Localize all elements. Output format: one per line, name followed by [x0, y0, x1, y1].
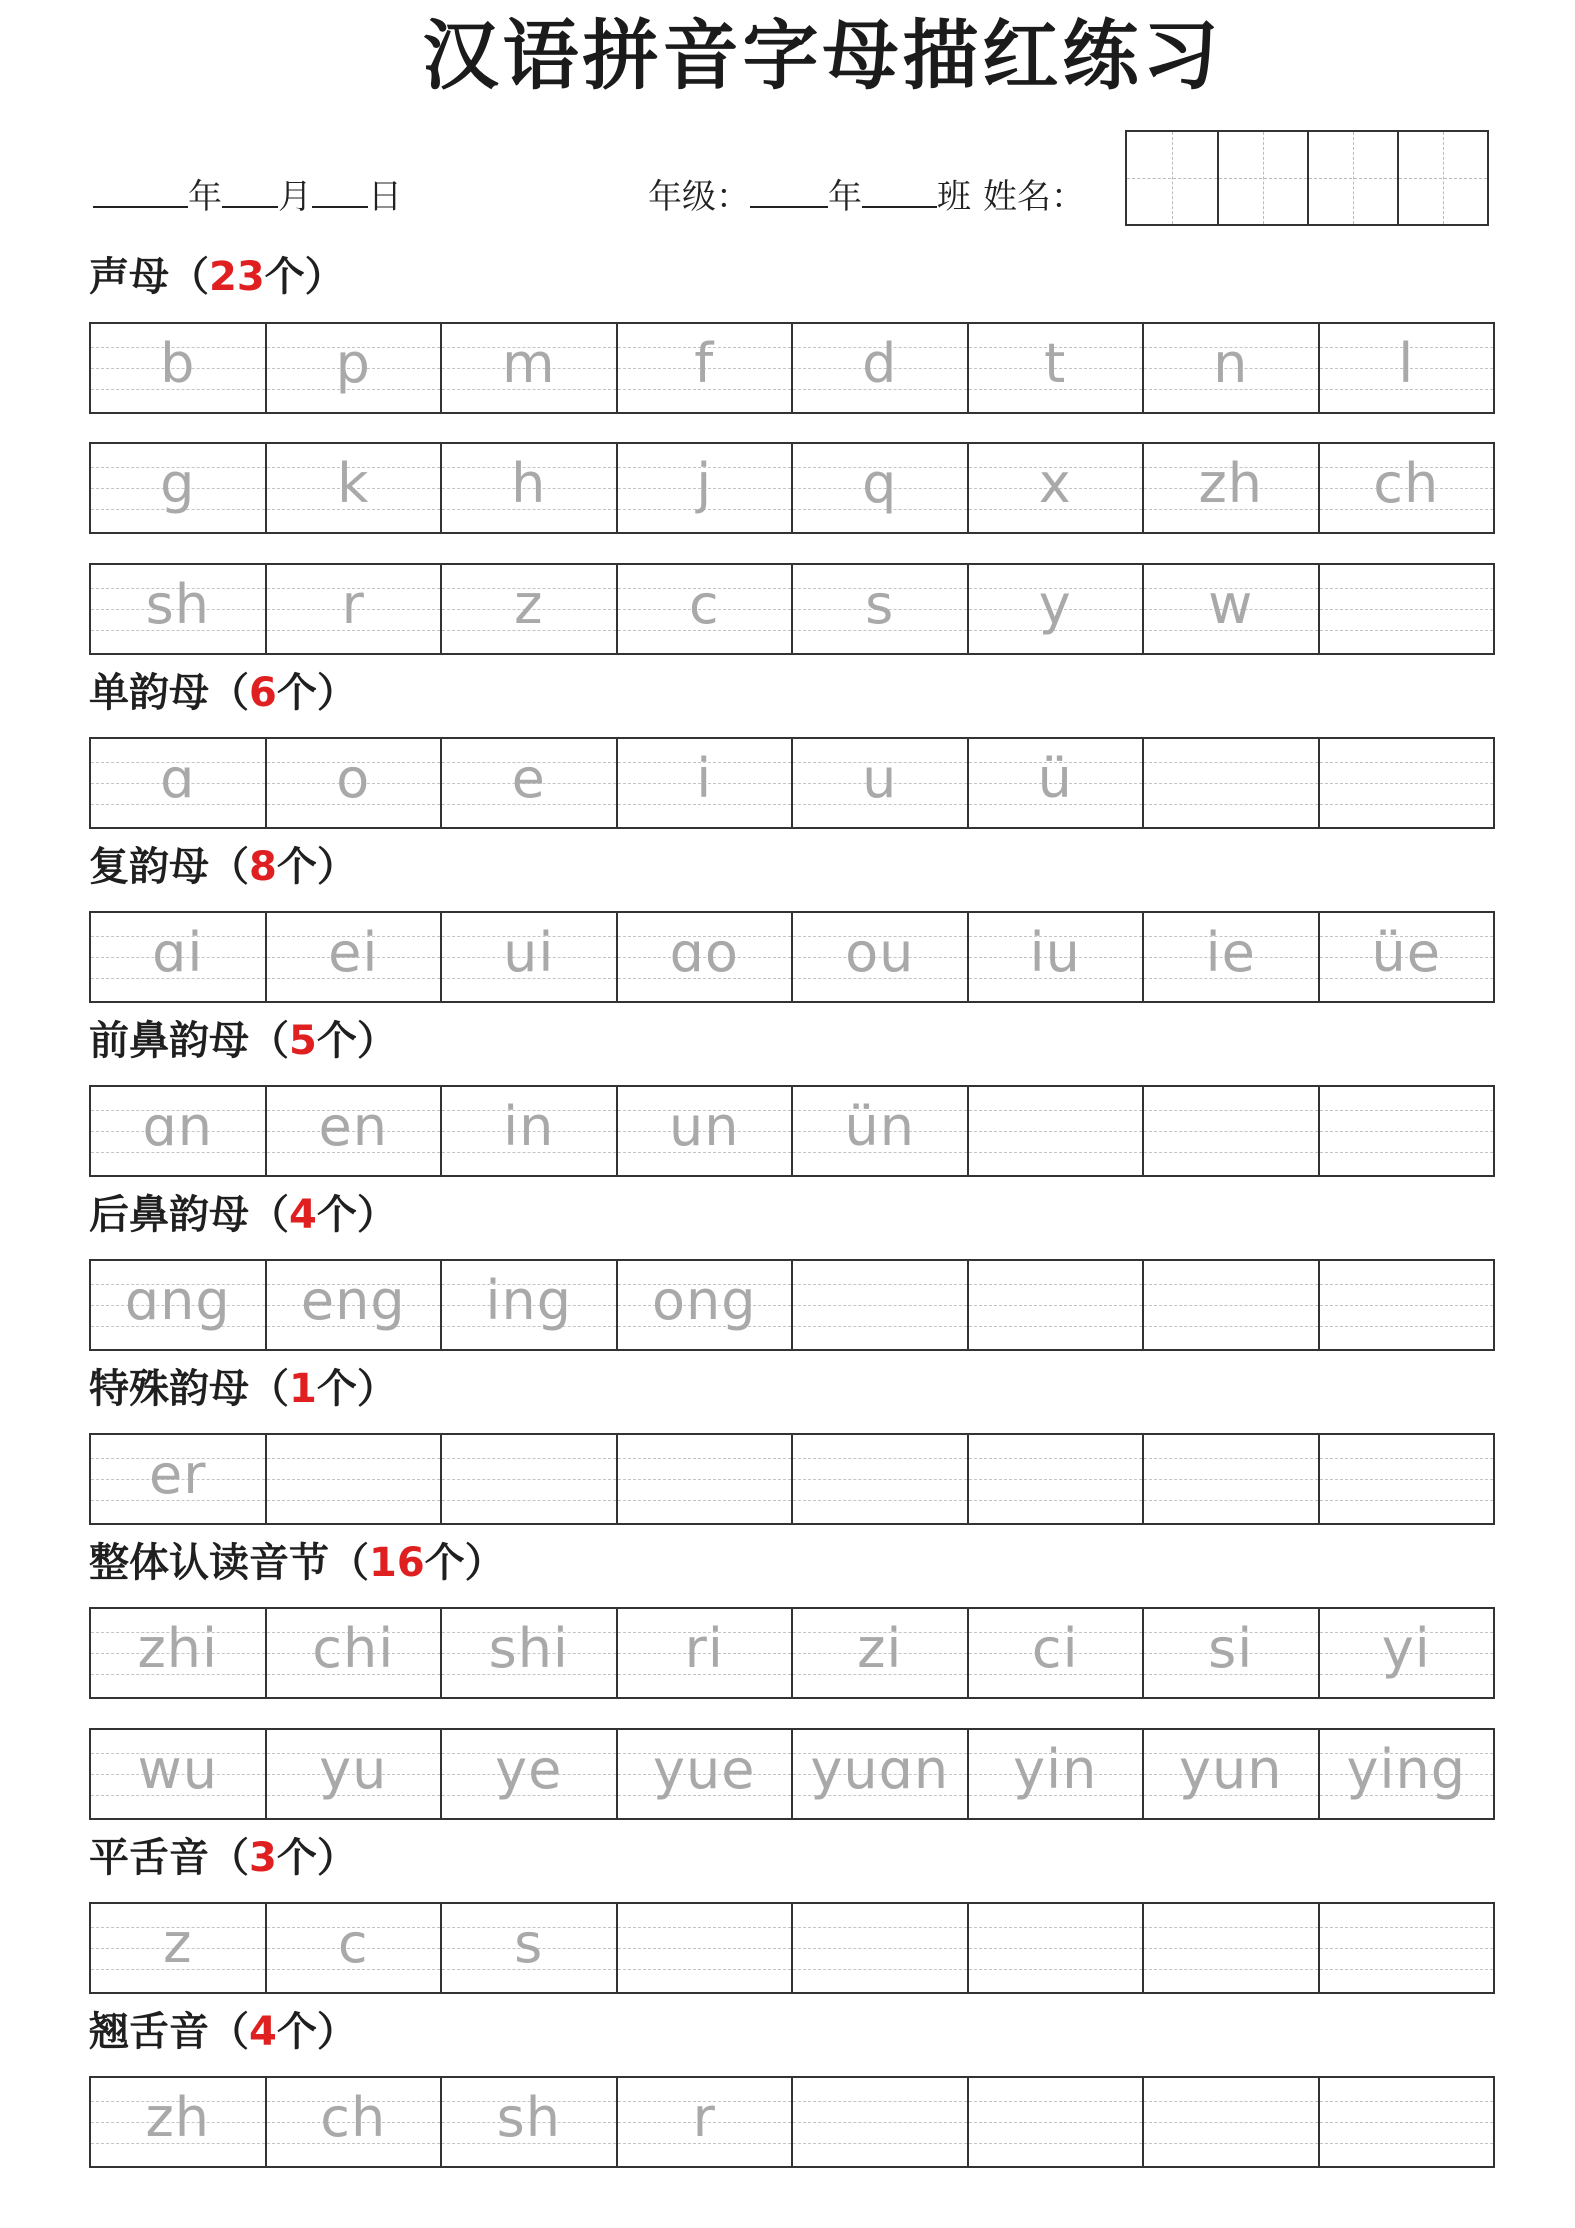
section-title — [89, 1364, 397, 1414]
count-unit: 个 — [424, 1540, 465, 1586]
tracing-row — [89, 2076, 1495, 2168]
tracing-cell[interactable] — [1318, 1087, 1494, 1175]
tracing-cell[interactable] — [967, 1730, 1143, 1818]
tracing-cell[interactable] — [616, 913, 792, 1001]
tracing-row — [89, 737, 1495, 829]
close-paren: ） — [464, 1540, 505, 1586]
section-count: 3 — [249, 1835, 277, 1881]
tracing-cell[interactable] — [1142, 1730, 1318, 1818]
tracing-row — [89, 1085, 1495, 1177]
tracing-cell[interactable] — [91, 565, 265, 653]
tracing-cell[interactable] — [1318, 1261, 1494, 1349]
tracing-cell[interactable] — [265, 2078, 441, 2166]
trace-letter: h — [511, 452, 547, 515]
trace-letter: i — [696, 747, 713, 810]
trace-letter — [969, 2078, 1143, 2166]
tracing-cell[interactable] — [91, 324, 265, 412]
tracing-cell[interactable] — [265, 324, 441, 412]
trace-letter: sh — [496, 2086, 561, 2149]
section-name: 翘舌音 — [89, 2009, 209, 2055]
trace-letter: e — [511, 747, 546, 810]
trace-letter — [1320, 1435, 1494, 1523]
section-title — [89, 1016, 397, 1066]
tracing-cell[interactable] — [91, 1435, 265, 1523]
tracing-cell[interactable] — [1318, 913, 1494, 1001]
class-label: 班 — [937, 177, 971, 217]
tracing-cell[interactable] — [91, 1904, 265, 1992]
tracing-cell[interactable] — [91, 444, 265, 532]
trace-letter: ing — [485, 1269, 572, 1332]
tracing-cell[interactable] — [440, 913, 616, 1001]
section-title — [89, 252, 345, 302]
open-paren: （ — [209, 2009, 249, 2055]
trace-letter: r — [692, 2086, 716, 2149]
trace-letter: zhi — [137, 1617, 219, 1680]
trace-letter: ɑn — [142, 1095, 213, 1158]
trace-letter — [618, 1435, 792, 1523]
trace-letter: er — [149, 1443, 207, 1506]
tracing-cell[interactable] — [791, 1261, 967, 1349]
month-blank[interactable] — [222, 176, 278, 208]
tracing-cell[interactable] — [1142, 1087, 1318, 1175]
tracing-cell[interactable] — [91, 739, 265, 827]
trace-letter: ye — [495, 1738, 563, 1801]
tracing-cell[interactable] — [440, 1904, 616, 1992]
trace-letter: z — [514, 573, 544, 636]
trace-letter: y — [1038, 573, 1072, 636]
tracing-row — [89, 1607, 1495, 1699]
section-count: 6 — [249, 670, 277, 716]
trace-letter: m — [501, 332, 556, 395]
tracing-cell[interactable] — [791, 565, 967, 653]
tracing-cell[interactable] — [265, 1087, 441, 1175]
tracing-cell[interactable] — [91, 1609, 265, 1697]
section-title — [89, 842, 357, 892]
trace-letter: ei — [328, 921, 379, 984]
trace-letter — [618, 1904, 792, 1992]
open-paren: （ — [249, 1366, 289, 1412]
trace-letter — [1144, 739, 1318, 827]
section-count: 16 — [369, 1540, 425, 1586]
trace-letter — [1144, 2078, 1318, 2166]
tracing-cell[interactable] — [1142, 1904, 1318, 1992]
trace-letter — [969, 1087, 1143, 1175]
trace-letter: ie — [1205, 921, 1256, 984]
tracing-cell[interactable] — [616, 444, 792, 532]
tracing-cell[interactable] — [616, 1730, 792, 1818]
trace-letter: ɑo — [669, 921, 739, 984]
count-unit: 个 — [316, 1018, 357, 1064]
section-name: 整体认读音节 — [89, 1540, 329, 1586]
tracing-cell[interactable] — [967, 1609, 1143, 1697]
trace-letter: yin — [1013, 1738, 1098, 1801]
trace-letter: c — [688, 573, 720, 636]
trace-letter: yun — [1179, 1738, 1283, 1801]
grade-year-label: 年 — [828, 177, 862, 217]
trace-letter: ong — [651, 1269, 757, 1332]
tracing-cell[interactable] — [265, 565, 441, 653]
trace-letter: w — [1208, 573, 1254, 636]
count-unit: 个 — [264, 254, 305, 300]
trace-letter: p — [335, 332, 371, 395]
trace-letter — [1320, 1087, 1494, 1175]
name-cell[interactable] — [1397, 132, 1487, 224]
section-title — [89, 2007, 357, 2057]
tracing-cell[interactable] — [1142, 1261, 1318, 1349]
tracing-row — [89, 322, 1495, 414]
trace-letter: z — [163, 1912, 193, 1975]
tracing-cell[interactable] — [1142, 739, 1318, 827]
trace-letter: ɑi — [152, 921, 204, 984]
tracing-cell[interactable] — [440, 739, 616, 827]
tracing-cell[interactable] — [967, 1435, 1143, 1523]
trace-letter: yu — [319, 1738, 388, 1801]
tracing-cell[interactable] — [265, 1730, 441, 1818]
count-unit: 个 — [276, 1835, 317, 1881]
trace-letter: yue — [653, 1738, 756, 1801]
day-blank[interactable] — [312, 176, 368, 208]
class-blank[interactable] — [862, 176, 937, 208]
tracing-cell[interactable] — [1318, 1609, 1494, 1697]
section-name: 声母 — [89, 254, 169, 300]
open-paren: （ — [249, 1018, 289, 1064]
tracing-cell[interactable] — [1142, 2078, 1318, 2166]
tracing-cell[interactable] — [440, 1087, 616, 1175]
trace-letter: s — [865, 573, 895, 636]
count-unit: 个 — [316, 1366, 357, 1412]
tracing-cell[interactable] — [967, 1087, 1143, 1175]
trace-letter: wu — [137, 1738, 218, 1801]
trace-letter: o — [336, 747, 371, 810]
tracing-cell[interactable] — [440, 444, 616, 532]
trace-letter: u — [862, 747, 898, 810]
tracing-cell[interactable] — [1142, 444, 1318, 532]
trace-letter — [1320, 739, 1494, 827]
day-label: 日 — [368, 177, 402, 217]
tracing-cell[interactable] — [616, 739, 792, 827]
trace-letter — [1320, 1904, 1494, 1992]
tracing-row — [89, 1433, 1495, 1525]
close-paren: ） — [316, 844, 357, 890]
tracing-cell[interactable] — [440, 1730, 616, 1818]
tracing-cell[interactable] — [791, 739, 967, 827]
trace-letter: k — [337, 452, 370, 515]
trace-letter: ying — [1346, 1738, 1466, 1801]
tracing-cell[interactable] — [967, 444, 1143, 532]
tracing-cell[interactable] — [616, 565, 792, 653]
tracing-cell[interactable] — [616, 2078, 792, 2166]
trace-letter — [793, 1261, 967, 1349]
tracing-cell[interactable] — [1318, 739, 1494, 827]
year-blank[interactable] — [93, 176, 188, 208]
trace-letter: x — [1038, 452, 1072, 515]
tracing-cell[interactable] — [1142, 324, 1318, 412]
tracing-cell[interactable] — [1318, 324, 1494, 412]
tracing-cell[interactable] — [616, 1261, 792, 1349]
trace-letter: ü — [1037, 747, 1073, 810]
grade-blank[interactable] — [750, 176, 828, 208]
trace-letter: zh — [1198, 452, 1264, 515]
tracing-cell[interactable] — [91, 913, 265, 1001]
tracing-cell[interactable] — [265, 1435, 441, 1523]
name-cell[interactable] — [1217, 132, 1307, 224]
open-paren: （ — [249, 1192, 289, 1238]
tracing-cell[interactable] — [791, 444, 967, 532]
section-name: 特殊韵母 — [89, 1366, 249, 1412]
trace-letter: r — [341, 573, 365, 636]
trace-letter: j — [696, 452, 713, 515]
trace-letter — [969, 1904, 1143, 1992]
section-count: 4 — [249, 2009, 277, 2055]
tracing-row — [89, 911, 1495, 1003]
tracing-cell[interactable] — [440, 1435, 616, 1523]
open-paren: （ — [209, 1835, 249, 1881]
trace-letter: ɑng — [124, 1269, 231, 1332]
trace-letter: si — [1208, 1617, 1254, 1680]
trace-letter: t — [1044, 332, 1067, 395]
section-count: 1 — [289, 1366, 317, 1412]
tracing-cell[interactable] — [616, 1087, 792, 1175]
tracing-cell[interactable] — [1318, 2078, 1494, 2166]
close-paren: ） — [316, 670, 357, 716]
section-name: 平舌音 — [89, 1835, 209, 1881]
tracing-cell[interactable] — [440, 2078, 616, 2166]
trace-letter — [1144, 1904, 1318, 1992]
open-paren: （ — [209, 670, 249, 716]
tracing-cell[interactable] — [791, 1087, 967, 1175]
date-line — [93, 176, 402, 217]
tracing-cell[interactable] — [616, 1435, 792, 1523]
open-paren: （ — [329, 1540, 369, 1586]
grade-label: 年级： — [648, 177, 750, 217]
tracing-cell[interactable] — [791, 913, 967, 1001]
section-count: 23 — [209, 254, 265, 300]
tracing-cell[interactable] — [967, 2078, 1143, 2166]
section-title — [89, 1538, 505, 1588]
tracing-cell[interactable] — [91, 1730, 265, 1818]
tracing-cell[interactable] — [1142, 913, 1318, 1001]
open-paren: （ — [209, 844, 249, 890]
close-paren: ） — [356, 1018, 397, 1064]
tracing-cell[interactable] — [1318, 565, 1494, 653]
tracing-cell[interactable] — [967, 913, 1143, 1001]
trace-letter — [969, 1435, 1143, 1523]
trace-letter: iu — [1029, 921, 1081, 984]
count-unit: 个 — [316, 1192, 357, 1238]
name-cell[interactable] — [1127, 132, 1217, 224]
tracing-cell[interactable] — [1318, 444, 1494, 532]
trace-letter: zi — [857, 1617, 903, 1680]
tracing-cell[interactable] — [967, 1261, 1143, 1349]
trace-letter: q — [862, 452, 898, 515]
trace-letter: en — [318, 1095, 388, 1158]
section-count: 8 — [249, 844, 277, 890]
name-label: 姓名： — [983, 177, 1085, 217]
tracing-cell[interactable] — [791, 1904, 967, 1992]
trace-letter — [1144, 1087, 1318, 1175]
tracing-cell[interactable] — [967, 739, 1143, 827]
tracing-cell[interactable] — [967, 1904, 1143, 1992]
trace-letter — [1320, 565, 1494, 653]
trace-letter: shi — [488, 1617, 569, 1680]
trace-letter — [1320, 2078, 1494, 2166]
trace-letter: s — [514, 1912, 544, 1975]
tracing-cell[interactable] — [265, 1904, 441, 1992]
trace-letter: ui — [503, 921, 555, 984]
tracing-cell[interactable] — [91, 1087, 265, 1175]
section-title — [89, 668, 357, 718]
trace-letter: n — [1213, 332, 1249, 395]
open-paren: （ — [169, 254, 209, 300]
trace-letter: d — [862, 332, 898, 395]
tracing-row — [89, 1259, 1495, 1351]
trace-letter: zh — [145, 2086, 211, 2149]
tracing-cell[interactable] — [1142, 1435, 1318, 1523]
trace-letter: chi — [312, 1617, 395, 1680]
month-label: 月 — [278, 177, 312, 217]
tracing-cell[interactable] — [1142, 1609, 1318, 1697]
tracing-cell[interactable] — [440, 324, 616, 412]
trace-letter: b — [160, 332, 196, 395]
tracing-cell[interactable] — [616, 1904, 792, 1992]
tracing-cell[interactable] — [1318, 1435, 1494, 1523]
trace-letter: in — [503, 1095, 555, 1158]
tracing-row — [89, 1728, 1495, 1820]
trace-letter — [969, 1261, 1143, 1349]
section-title — [89, 1833, 357, 1883]
trace-letter: ri — [684, 1617, 724, 1680]
tracing-cell[interactable] — [91, 2078, 265, 2166]
tracing-cell[interactable] — [967, 324, 1143, 412]
section-count: 4 — [289, 1192, 317, 1238]
tracing-cell[interactable] — [265, 1261, 441, 1349]
tracing-cell[interactable] — [616, 324, 792, 412]
trace-letter: ch — [320, 2086, 387, 2149]
tracing-cell[interactable] — [265, 1609, 441, 1697]
trace-letter — [442, 1435, 616, 1523]
tracing-cell[interactable] — [1318, 1904, 1494, 1992]
tracing-cell[interactable] — [440, 1609, 616, 1697]
year-label: 年 — [188, 177, 222, 217]
trace-letter: eng — [300, 1269, 406, 1332]
trace-letter: l — [1398, 332, 1415, 395]
name-cell[interactable] — [1307, 132, 1397, 224]
tracing-cell[interactable] — [791, 1730, 967, 1818]
name-writing-box[interactable] — [1125, 130, 1489, 226]
tracing-row — [89, 442, 1495, 534]
tracing-row — [89, 1902, 1495, 1994]
trace-letter: yuɑn — [810, 1738, 950, 1801]
section-count: 5 — [289, 1018, 317, 1064]
trace-letter: un — [669, 1095, 740, 1158]
section-name: 复韵母 — [89, 844, 209, 890]
trace-letter — [793, 2078, 967, 2166]
trace-letter: yi — [1381, 1617, 1431, 1680]
tracing-cell[interactable] — [791, 324, 967, 412]
trace-letter — [1144, 1435, 1318, 1523]
trace-letter — [793, 1435, 967, 1523]
trace-letter: f — [694, 332, 715, 395]
tracing-row — [89, 563, 1495, 655]
tracing-cell[interactable] — [616, 1609, 792, 1697]
trace-letter — [1320, 1261, 1494, 1349]
close-paren: ） — [356, 1192, 397, 1238]
close-paren: ） — [304, 254, 345, 300]
student-info-line — [648, 176, 1085, 217]
tracing-cell[interactable] — [91, 1261, 265, 1349]
section-name: 前鼻韵母 — [89, 1018, 249, 1064]
trace-letter: ou — [845, 921, 915, 984]
trace-letter: üe — [1371, 921, 1441, 984]
trace-letter: ɑ — [160, 747, 196, 810]
trace-letter — [793, 1904, 967, 1992]
trace-letter: c — [337, 1912, 369, 1975]
tracing-cell[interactable] — [440, 565, 616, 653]
section-name: 后鼻韵母 — [89, 1192, 249, 1238]
tracing-cell[interactable] — [967, 565, 1143, 653]
tracing-cell[interactable] — [440, 1261, 616, 1349]
tracing-cell[interactable] — [791, 1435, 967, 1523]
trace-letter: ci — [1031, 1617, 1079, 1680]
tracing-cell[interactable] — [265, 739, 441, 827]
tracing-cell[interactable] — [791, 1609, 967, 1697]
count-unit: 个 — [276, 670, 317, 716]
section-title — [89, 1190, 397, 1240]
tracing-cell[interactable] — [791, 2078, 967, 2166]
trace-letter — [267, 1435, 441, 1523]
tracing-cell[interactable] — [265, 913, 441, 1001]
trace-letter: sh — [145, 573, 210, 636]
close-paren: ） — [316, 1835, 357, 1881]
tracing-cell[interactable] — [1142, 565, 1318, 653]
page-title: 汉语拼音字母描红练习 — [422, 11, 1223, 100]
trace-letter: g — [160, 452, 196, 515]
close-paren: ） — [316, 2009, 357, 2055]
close-paren: ） — [356, 1366, 397, 1412]
tracing-cell[interactable] — [265, 444, 441, 532]
tracing-cell[interactable] — [1318, 1730, 1494, 1818]
trace-letter — [1144, 1261, 1318, 1349]
count-unit: 个 — [276, 2009, 317, 2055]
trace-letter: ch — [1373, 452, 1440, 515]
count-unit: 个 — [276, 844, 317, 890]
trace-letter: ün — [844, 1095, 915, 1158]
section-name: 单韵母 — [89, 670, 209, 716]
